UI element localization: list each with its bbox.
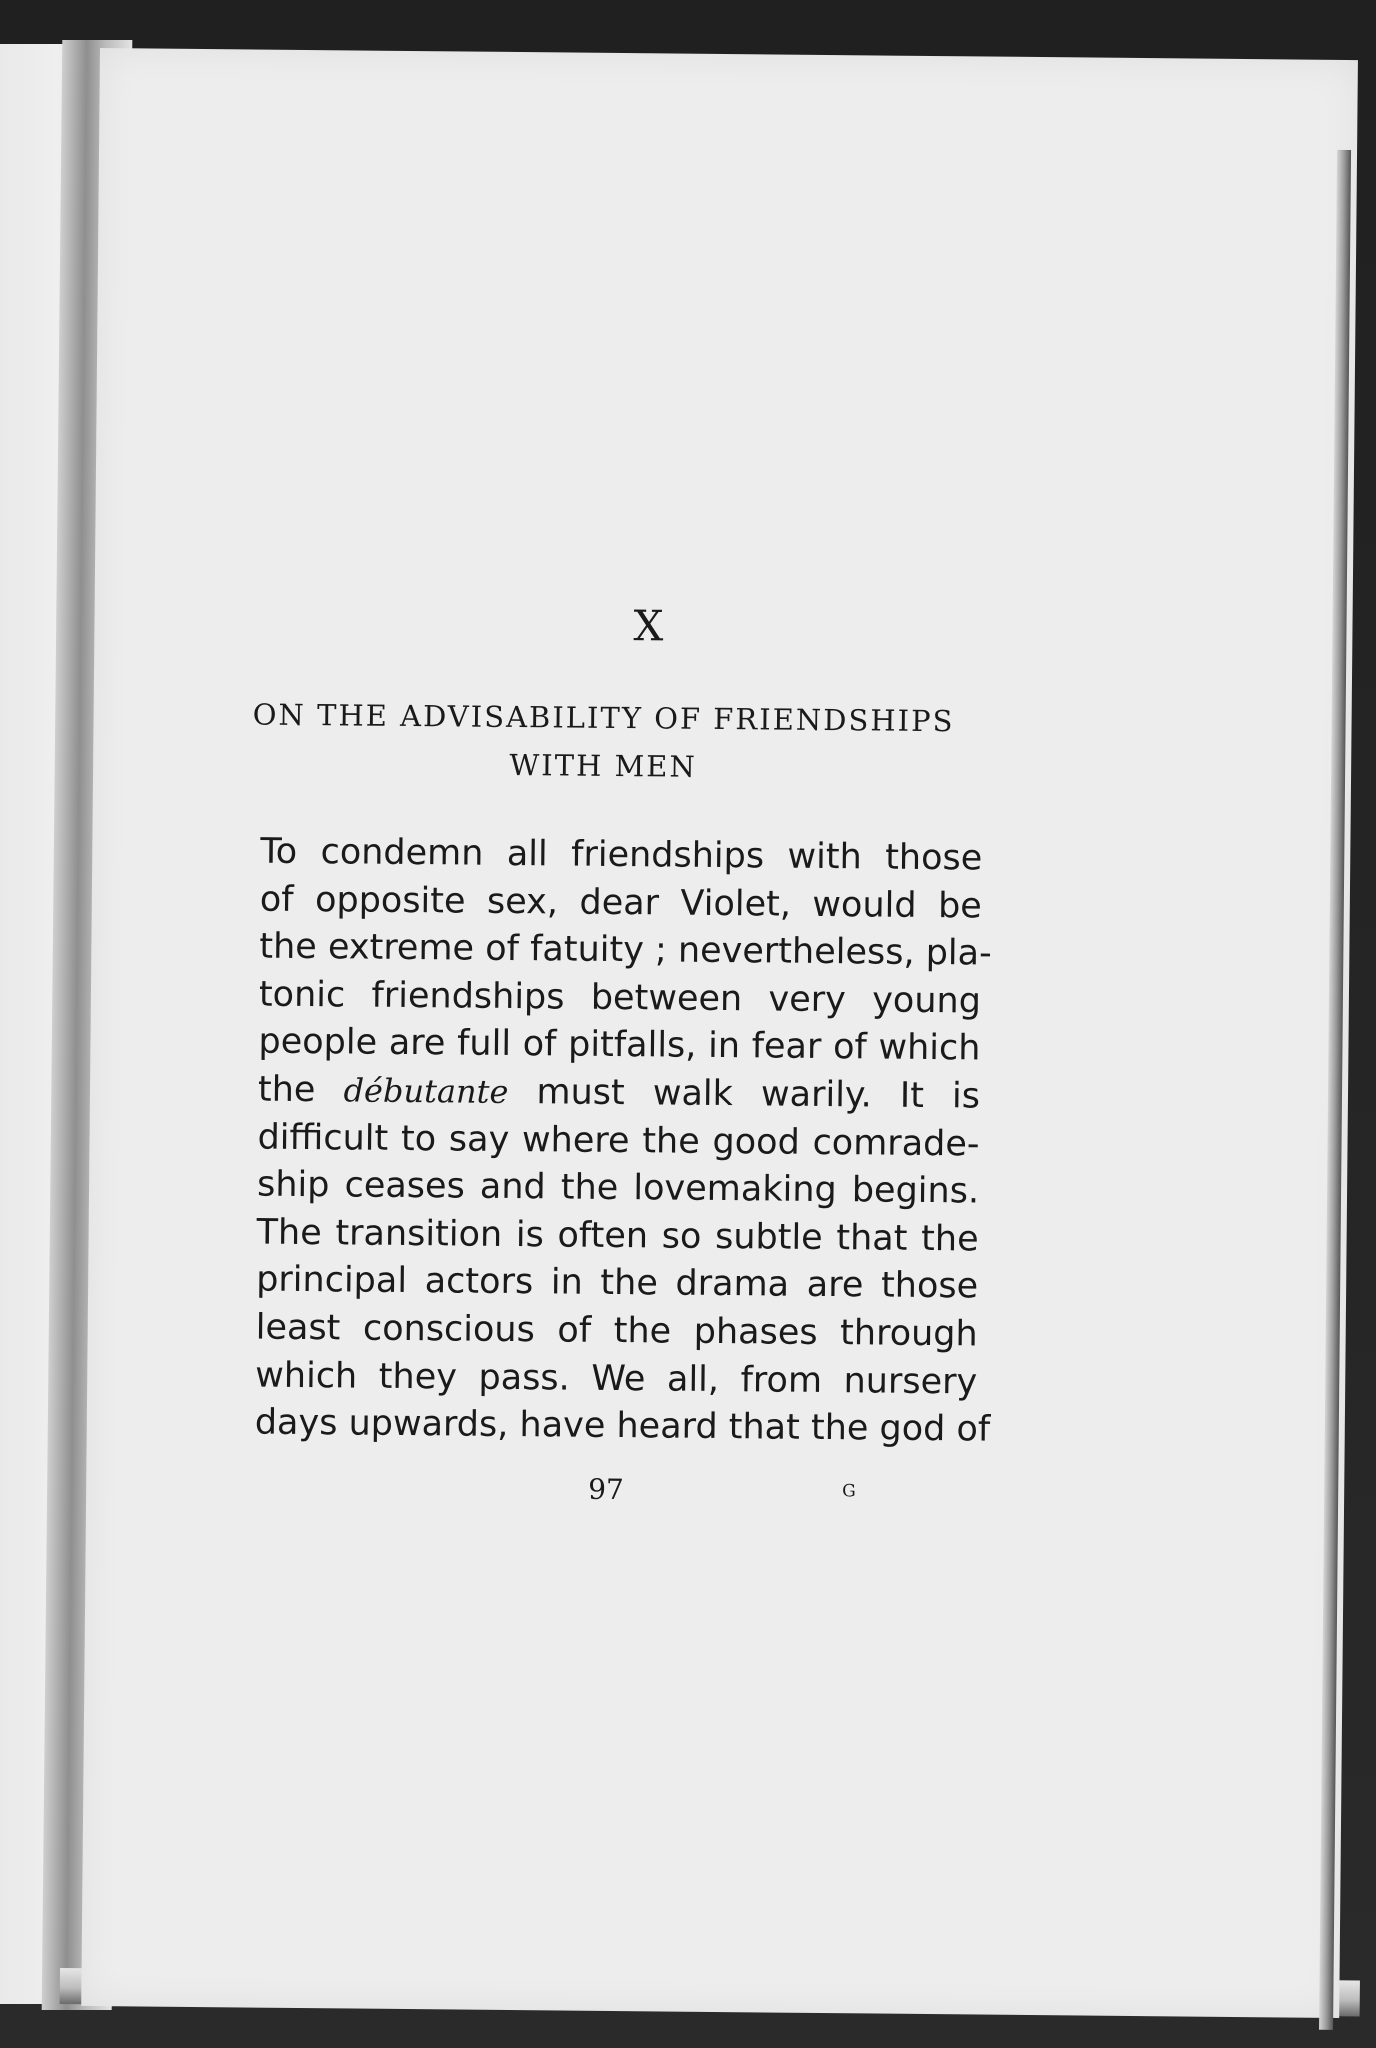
body-paragraph — [217, 828, 992, 1454]
page-footer — [216, 1469, 976, 1516]
chapter-title-line: WITH MEN — [509, 747, 697, 784]
text-line: The transition is often so subtle that the — [256, 1212, 979, 1260]
text-line: which they pass. We all, from nursery — [255, 1355, 978, 1403]
text-line: principal actors in the drama are those — [255, 1259, 979, 1307]
chapter-title — [223, 690, 984, 793]
text-line: the débutante must walk warily. It is — [257, 1069, 981, 1117]
text-line: To condemn all friendships with those — [260, 831, 983, 879]
page-number: 97 — [588, 1472, 624, 1506]
text-line: the extreme of fatuity ; nevertheless, pla- — [259, 926, 992, 974]
text-line: ship ceases and the lovemaking begins. — [256, 1164, 980, 1212]
chapter-number: X — [633, 601, 666, 651]
text-line: tonic friendships between very young — [258, 974, 982, 1022]
signature-mark: G — [842, 1480, 856, 1502]
text-line: people are full of pitfalls, in fear of which — [258, 1021, 981, 1069]
text-line: difficult to say where the good comrade- — [257, 1117, 980, 1165]
text-line: of opposite sex, dear Violet, would be — [259, 879, 982, 927]
page-right-edge — [1319, 150, 1351, 2030]
book-page — [81, 48, 1358, 2018]
italic-word: débutante — [343, 1071, 509, 1111]
text-line: days upwards, have heard that the god of — [254, 1402, 991, 1450]
text-line: least conscious of the phases through — [255, 1307, 978, 1355]
chapter-title-line: ON THE ADVISABILITY OF FRIENDSHIPS — [252, 697, 955, 739]
page-text — [216, 597, 992, 1516]
